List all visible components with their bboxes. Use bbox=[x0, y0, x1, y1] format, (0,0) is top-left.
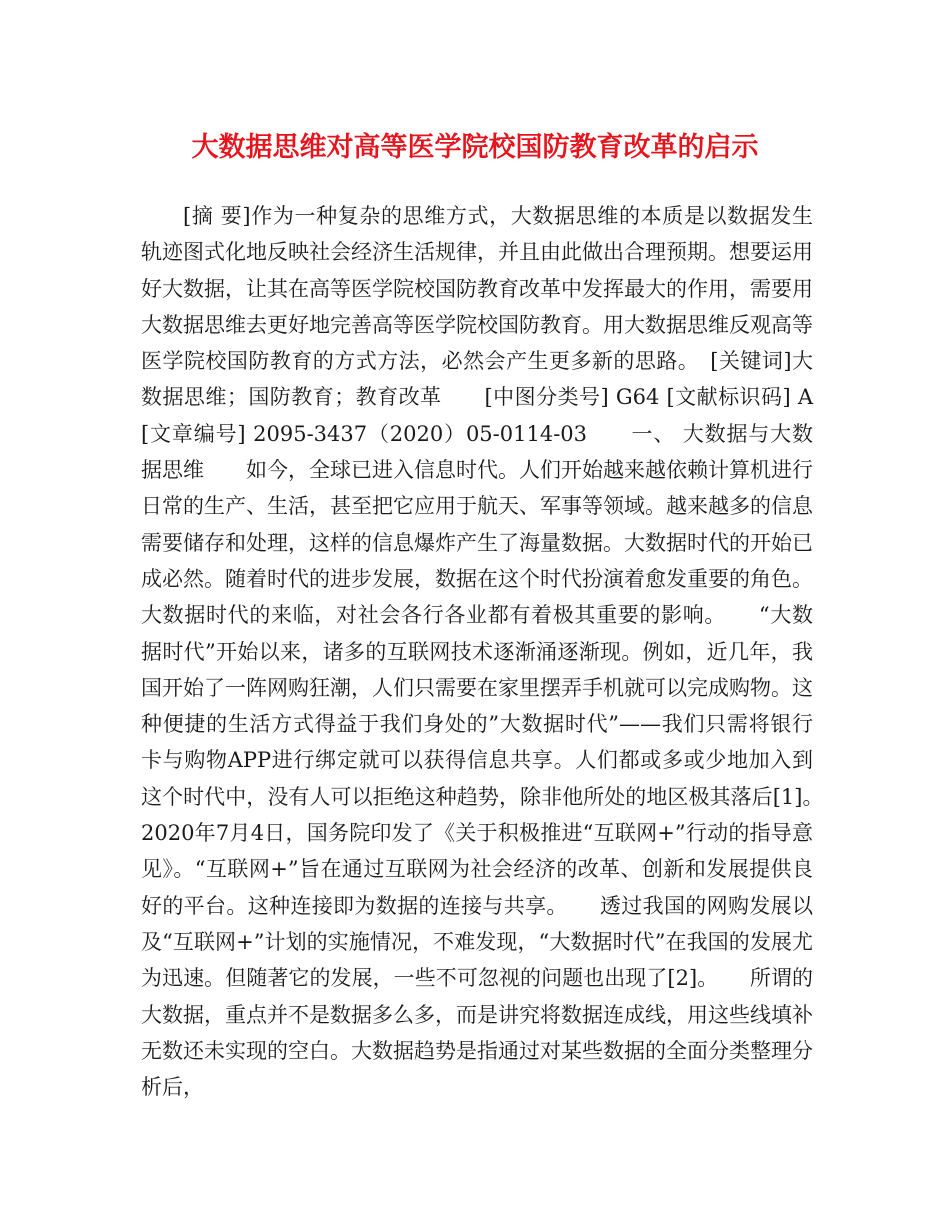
body-paragraph: [摘 要]作为一种复杂的思维方式，大数据思维的本质是以数据发生轨迹图式化地反映社会经济生活规律，并且由此做出合理预期。想要运用好大数据，让其在高等医学院校国防教育改革中发挥最大的作用，需要用大数据思维去更好地完善高等医学院校国防教育。用大数据思维反观高等医学院校国防教育的方式方法，必然会产生更多新的思路。 [关键词]大数据思维；国防教育；教育改革 [中图分类号] G64 [文献标识码] A [文章编号] 2095-3437（2020）05-0114-03 一、 大数据与大数据思维 如今，全球已进入信息时代。人们开始越来越依赖计算机进行日常的生产、生活，甚至把它应用于航天、军事等领域。越来越多的信息需要储存和处理，这样的信息爆炸产生了海量数据。大数据时代的开始已成必然。随着时代的进步发展，数据在这个时代扮演着愈发重要的角色。大数据时代的来临，对社会各行各业都有着极其重要的影响。 “大数据时代”开始以来，诸多的互联网技术逐渐涌逐渐现。例如，近几年，我国开始了一阵网购狂潮，人们只需要在家里摆弄手机就可以完成购物。这种便捷的生活方式得益于我们身处的”大数据时代”——我们只需将银行卡与购物APP进行绑定就可以获得信息共享。人们都或多或少地加入到这个时代中，没有人可以拒绝这种趋势，除非他所处的地区极其落后[1]。 2020年7月4日，国务院印发了《关于积极推进“互联网+”行动的指导意见》。“互联网+”旨在通过互联网为社会经济的改革、创新和发展提供良好的平台。这种连接即为数据的连接与共享。 透过我国的网购发展以及“互联网+”计划的实施情况，不难发现，“大数据时代”在我国的发展尤为迅速。但随著它的发展，一些不可忽视的问题也出现了[2]。 所谓的大数据，重点并不是数据多么多，而是讲究将数据连成线，用这些线填补无数还未实现的空白。大数据趋势是指通过对某些数据的全面分类整理分析后， bbox=[141, 204, 855, 1100]
document-title: 大数据思维对高等医学院校国防教育改革的启示 bbox=[191, 132, 759, 163]
document-body bbox=[141, 198, 855, 1105]
